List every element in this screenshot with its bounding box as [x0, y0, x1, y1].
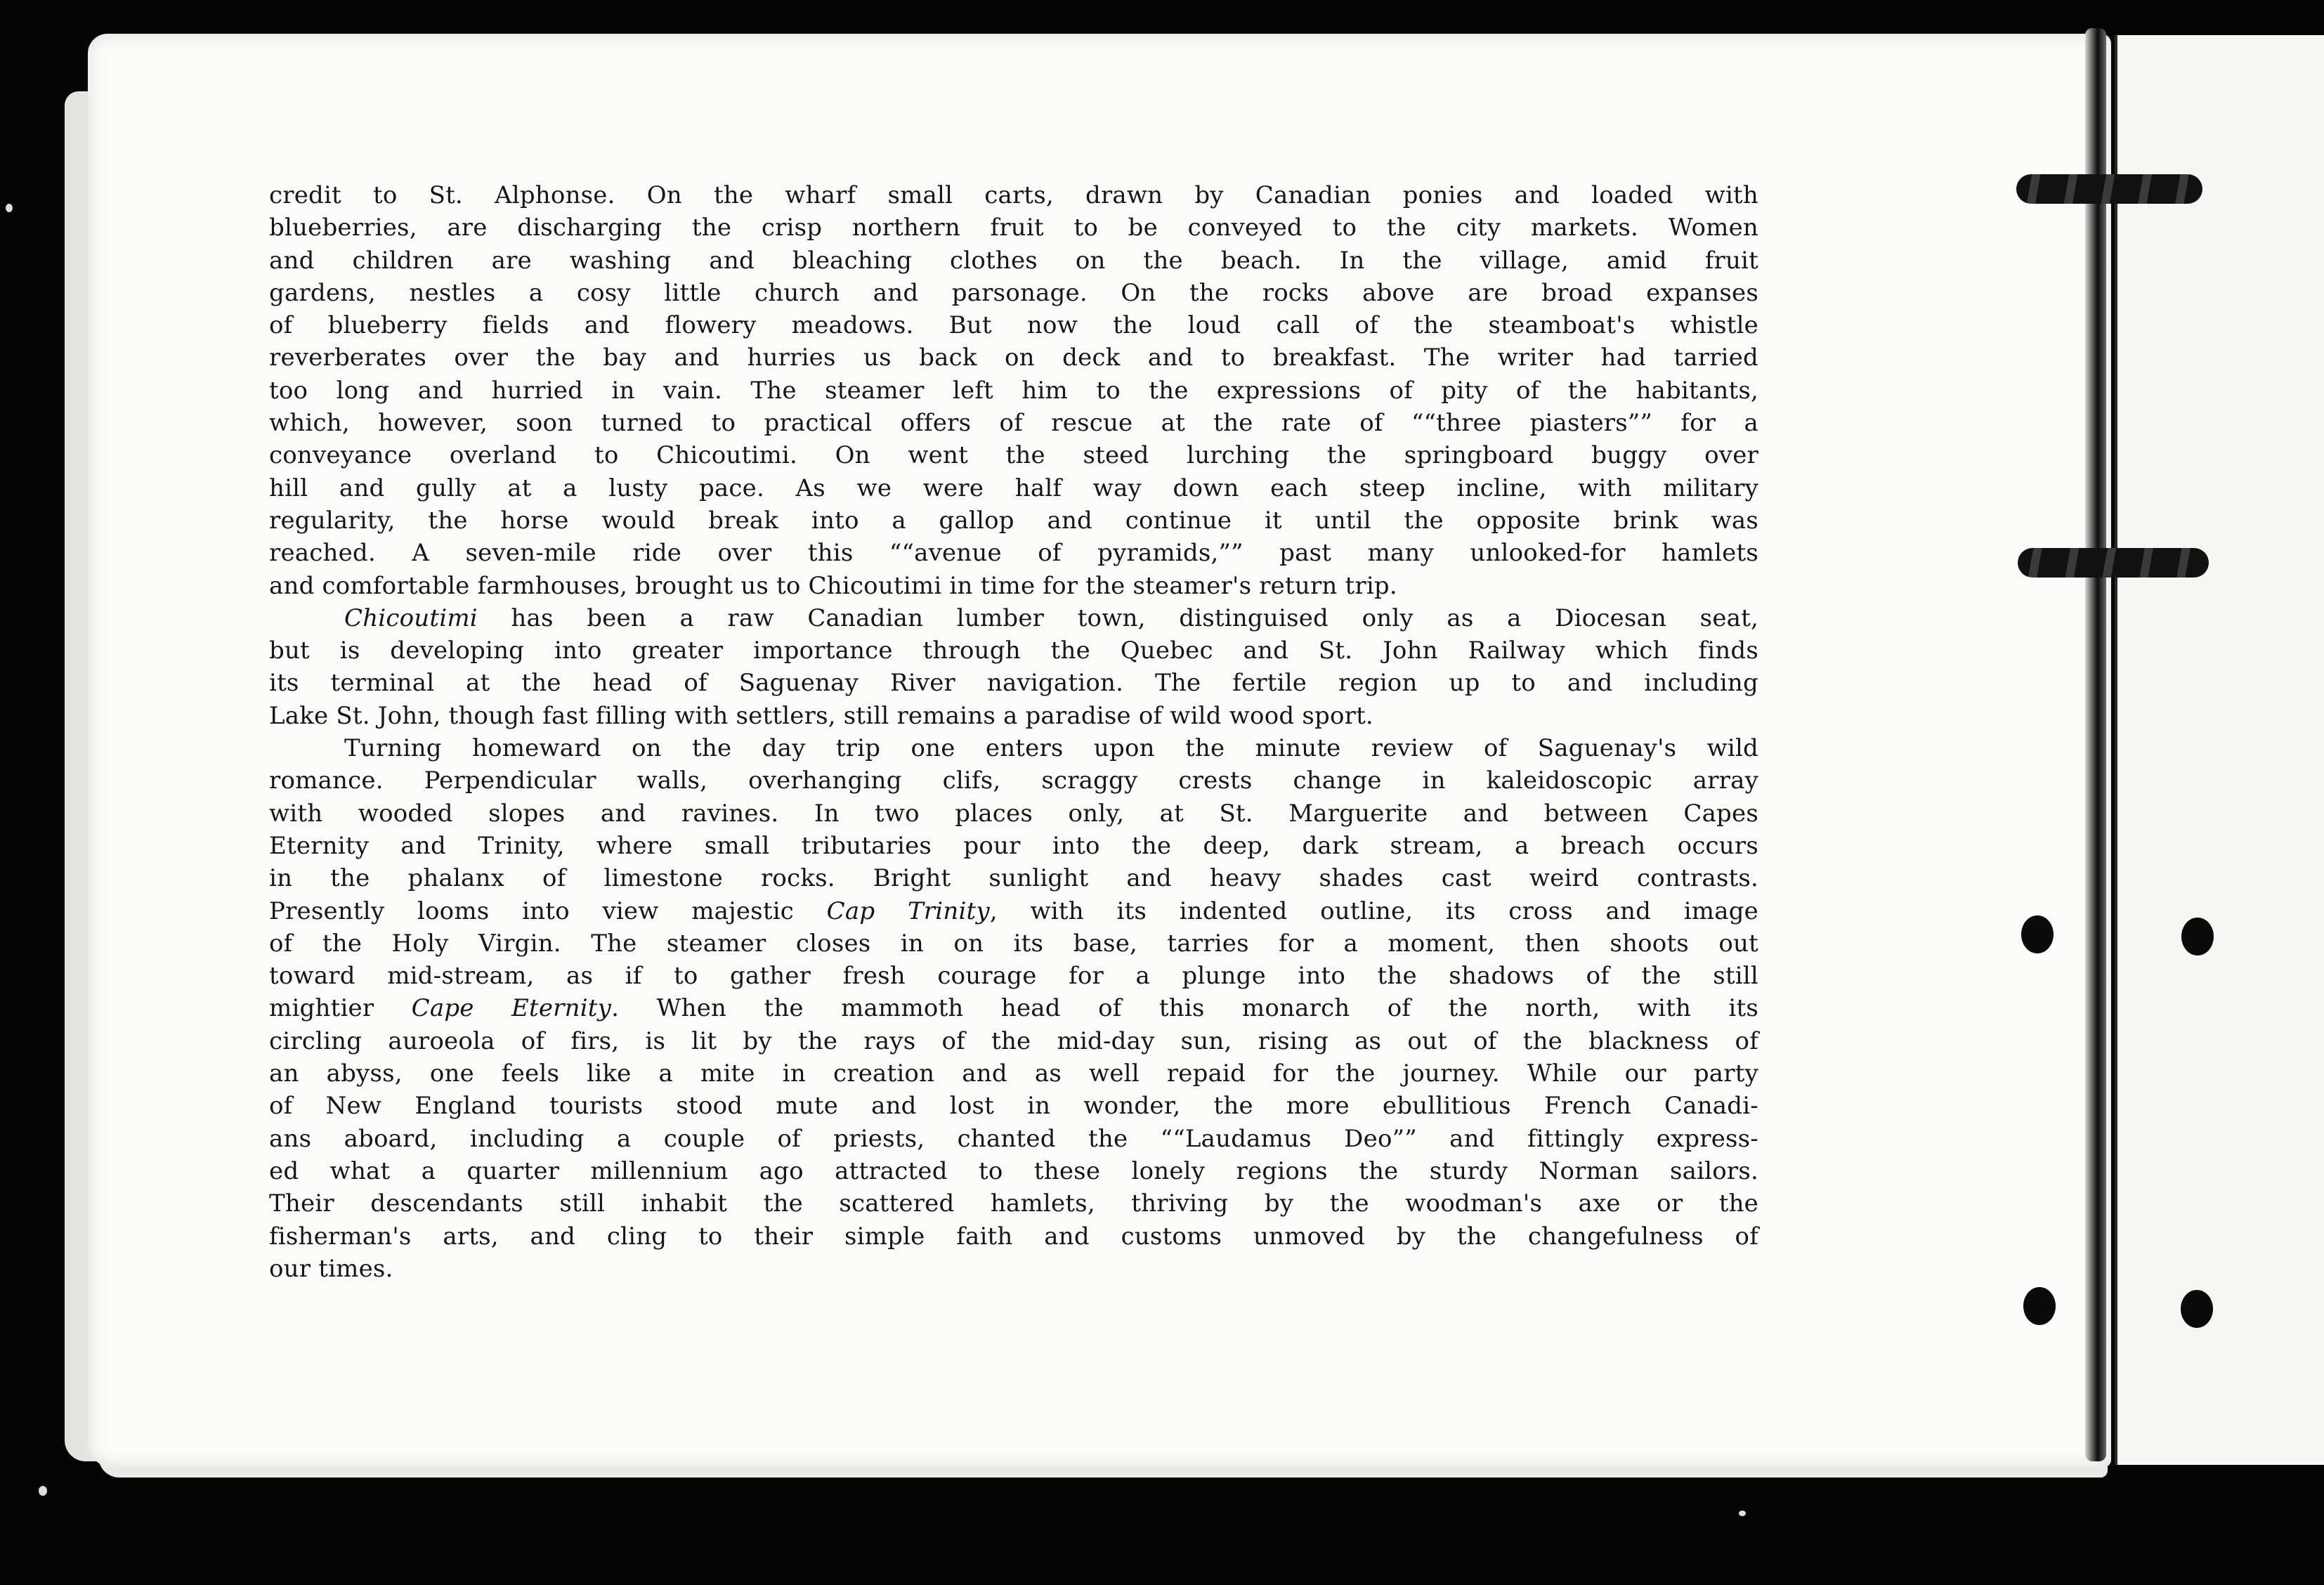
scan-speck: [1739, 1511, 1746, 1516]
text-line: in the phalanx of limestone rocks. Bright sunlight and heavy shades cast weird contrasts.: [269, 864, 1758, 893]
punched-hole: [2023, 1287, 2056, 1325]
text-fragment: , with its indented outline, its cross and image: [989, 896, 1758, 925]
next-leaf: [2115, 35, 2324, 1465]
text-line: credit to St. Alphonse. On the wharf small carts, drawn by Canadian ponies and loaded with: [269, 181, 1758, 209]
punched-hole: [2021, 915, 2054, 953]
text-line: [269, 602, 1758, 634]
text-line: our times.: [269, 1254, 393, 1283]
text-line: blueberries, are discharging the crisp northern fruit to be conveyed to the city markets. Women: [269, 214, 1758, 242]
text-line: romance. Perpendicular walls, overhanging clifs, scraggy crests change in kaleidoscopic array: [269, 767, 1758, 795]
text-line: and children are washing and bleaching clothes on the beach. In the village, amid fruit: [269, 246, 1758, 275]
punched-hole: [2181, 1290, 2213, 1328]
text-line: an abyss, one feels like a mite in creation and as well repaid for the journey. While our party: [269, 1059, 1758, 1088]
place-name-italic: Chicoutimi: [344, 604, 478, 632]
binding-spine: [2085, 28, 2106, 1461]
place-name-italic: Cape Eternity: [411, 994, 612, 1023]
text-line: Eternity and Trinity, where small tributaries pour into the deep, dark stream, a breach occurs: [269, 831, 1758, 860]
text-line: of the Holy Virgin. The steamer closes in on its base, tarries for a moment, then shoots out: [269, 929, 1758, 958]
text-line: reverberates over the bay and hurries us back on deck and to breakfast. The writer had tarried: [269, 344, 1758, 372]
text-line: its terminal at the head of Saguenay River navigation. The fertile region up to and including: [269, 669, 1758, 698]
text-line: [269, 895, 1758, 927]
text-line: hill and gully at a lusty pace. As we were half way down each steep incline, with military: [269, 474, 1758, 502]
place-name-italic: Cap Trinity: [826, 896, 990, 925]
text-line: fisherman's arts, and cling to their simple faith and customs unmoved by the changefulness of: [269, 1222, 1758, 1251]
text-fragment: . When the mammoth head of this monarch of the north, with its: [611, 994, 1759, 1023]
text-line: gardens, nestles a cosy little church and parsonage. On the rocks above are broad expanses: [269, 278, 1758, 307]
text-line: [269, 992, 1758, 1024]
text-fragment: has been a raw Canadian lumber town, distinguised only as a Diocesan seat,: [477, 604, 1758, 632]
text-line: but is developing into greater importance through the Quebec and St. John Railway which finds: [269, 637, 1758, 665]
text-line: Their descendants still inhabit the scattered hamlets, thriving by the woodman's axe or the: [269, 1189, 1758, 1218]
text-line: and comfortable farmhouses, brought us to Chicoutimi in time for the steamer's return trip.: [269, 571, 1397, 600]
binding-cord-top: [2016, 174, 2202, 204]
text-line: ed what a quarter millennium ago attracted to these lonely regions the sturdy Norman sailors.: [269, 1156, 1758, 1185]
text-line: too long and hurried in vain. The steamer left him to the expressions of pity of the habitants,: [269, 376, 1758, 405]
binding-cord-middle: [2018, 548, 2209, 578]
text-line: with wooded slopes and ravines. In two places only, at St. Marguerite and between Capes: [269, 799, 1758, 828]
text-line: conveyance overland to Chicoutimi. On went the steed lurching the springboard buggy over: [269, 441, 1758, 470]
text-line: of New England tourists stood mute and lost in wonder, the more ebullitious French Canadi-: [269, 1092, 1758, 1121]
scan-speck: [39, 1486, 47, 1496]
scan-speck: [6, 204, 13, 212]
text-line: ans aboard, including a couple of priests, chanted the ““Laudamus Deo”” and fittingly express-: [269, 1124, 1758, 1153]
body-text: [269, 179, 1758, 1285]
text-line: regularity, the horse would break into a gallop and continue it until the opposite brink was: [269, 506, 1758, 535]
text-fragment: mightier: [269, 994, 412, 1023]
text-line: toward mid-stream, as if to gather fresh courage for a plunge into the shadows of the still: [269, 962, 1758, 991]
text-line: which, however, soon turned to practical offers of rescue at the rate of ““three piasters”” for a: [269, 409, 1758, 438]
punched-hole: [2181, 918, 2214, 955]
text-line: circling auroeola of firs, is lit by the rays of the mid-day sun, rising as out of the blackness of: [269, 1026, 1758, 1055]
text-line: reached. A seven-mile ride over this ““avenue of pyramids,”” past many unlooked-for hamlets: [269, 539, 1758, 568]
text-line: Lake St. John, though fast filling with settlers, still remains a paradise of wild wood sport.: [269, 701, 1373, 730]
text-fragment: Presently looms into view majestic: [269, 896, 827, 925]
text-line: of blueberry fields and flowery meadows. But now the loud call of the steamboat's whistle: [269, 311, 1758, 340]
text-line: Turning homeward on the day trip one enters upon the minute review of Saguenay's wild: [344, 734, 1758, 763]
